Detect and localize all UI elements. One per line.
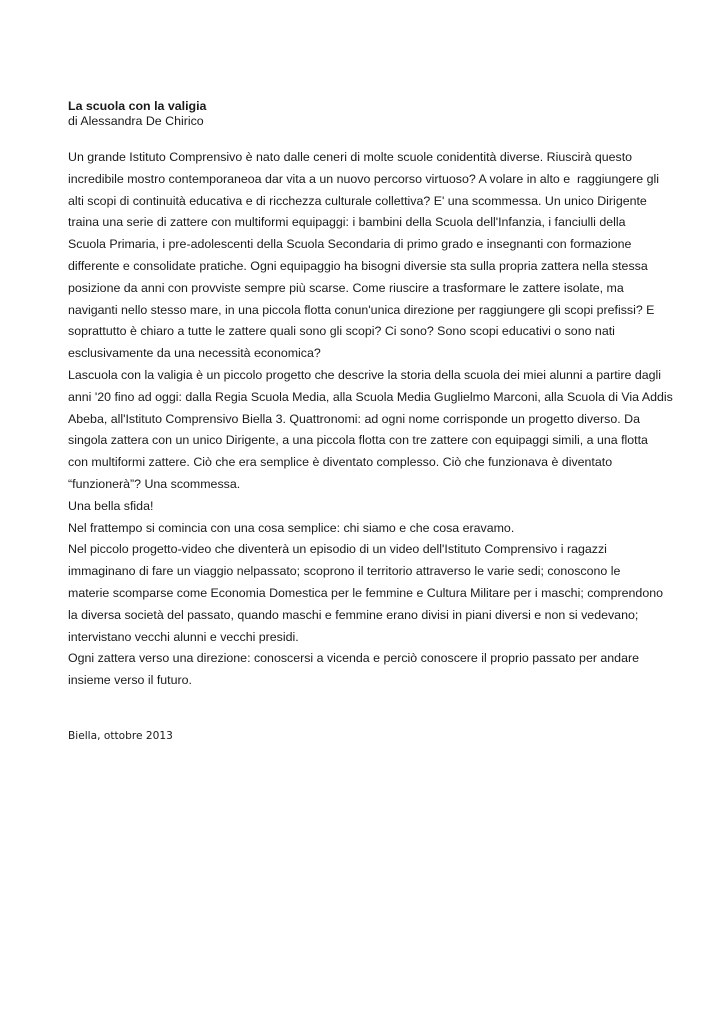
paragraph-2 <box>68 365 673 496</box>
paragraph-line: incredibile mostro contemporaneoa dar vita a un nuovo percorso virtuoso? A volare in alto e raggiungere gli <box>68 171 659 186</box>
paragraph-5 <box>68 539 668 648</box>
paragraph-line: insieme verso il futuro. <box>68 673 192 688</box>
document-footer-date: Biella, ottobre 2013 <box>68 730 173 742</box>
paragraph-line: con multiformi zattere. Ciò che era semplice è diventato complesso. Ciò che funzionava è diventato <box>68 455 613 470</box>
paragraph-line: Una bella sfida! <box>68 498 154 513</box>
paragraph-line: singola zattera con un unico Dirigente, a una piccola flotta con tre zattere con equipaggi simili, a una flotta <box>68 433 648 448</box>
paragraph-line: esclusivamente da una necessità economica? <box>68 346 321 361</box>
paragraph-line: immaginano di fare un viaggio nelpassato; scoprono il territorio attraverso le varie sedi; conoscono le <box>68 564 621 579</box>
document-body <box>68 147 673 692</box>
paragraph-6 <box>68 648 668 692</box>
paragraph-line: anni '20 fino ad oggi: dalla Regia Scuola Media, alla Scuola Media Guglielmo Marconi, alla Scuola di Via Addis <box>68 389 673 404</box>
paragraph-line: differente e consolidate pratiche. Ogni equipaggio ha bisogni diversie sta sulla propria zattera nella stessa <box>68 258 648 273</box>
paragraph-line: Un grande Istituto Comprensivo è nato dalle ceneri di molte scuole conidentità diverse. Riuscirà questo <box>68 150 633 164</box>
paragraph-line: Lascuola con la valigia è un piccolo progetto che descrive la storia della scuola dei miei alunni a partire dagli <box>68 367 662 382</box>
paragraph-line: Scuola Primaria, i pre-adolescenti della Scuola Secondaria di primo grado e insegnanti con formazione <box>68 237 632 252</box>
paragraph-line: alti scopi di continuità educativa e di ricchezza culturale collettiva? E' una scommessa. Un unico Dirigente <box>68 193 647 208</box>
paragraph-line: Nel frattempo si comincia con una cosa semplice: chi siamo e che cosa eravamo. <box>68 520 515 535</box>
paragraph-line: “funzionerà”? Una scommessa. <box>68 476 241 491</box>
document-title: La scuola con la valigia <box>68 99 207 113</box>
paragraph-4 <box>68 518 668 540</box>
document-content <box>68 99 673 692</box>
paragraph-line: intervistano vecchi alunni e vecchi presidi. <box>68 629 299 644</box>
paragraph-line: Abeba, all'Istituto Comprensivo Biella 3. Quattronomi: ad ogni nome corrisponde un progetto diverso. Da <box>68 411 640 426</box>
paragraph-line: posizione da anni con provviste sempre più scarse. Come riuscire a trasformare le zattere isolate, ma <box>68 280 624 295</box>
paragraph-line: materie scomparse come Economia Domestica per le femmine e Cultura Militare per i maschi; comprendono <box>68 585 663 600</box>
paragraph-line: Ogni zattera verso una direzione: conoscersi a vicenda e perciò conoscere il proprio passato per andare <box>68 651 639 666</box>
paragraph-line: Nel piccolo progetto-video che diventerà un episodio di un video dell'Istituto Comprensivo i ragazzi <box>68 542 607 557</box>
paragraph-line: soprattutto è chiaro a tutte le zattere quali sono gli scopi? Ci sono? Sono scopi educativi o sono nati <box>68 324 615 339</box>
paragraph-line: naviganti nello stesso mare, in una piccola flotta conun'unica direzione per raggiungere gli scopi prefissi? E <box>68 302 655 317</box>
paragraph-1 <box>68 147 668 365</box>
paragraph-line: traina una serie di zattere con multiformi equipaggi: i bambini della Scuola dell'Infanzia, i fanciulli della <box>68 215 626 230</box>
paragraph-3 <box>68 496 668 518</box>
document-author: di Alessandra De Chirico <box>68 114 204 128</box>
paragraph-line: la diversa società del passato, quando maschi e femmine erano divisi in piani diversi e non si vedevano; <box>68 607 639 622</box>
